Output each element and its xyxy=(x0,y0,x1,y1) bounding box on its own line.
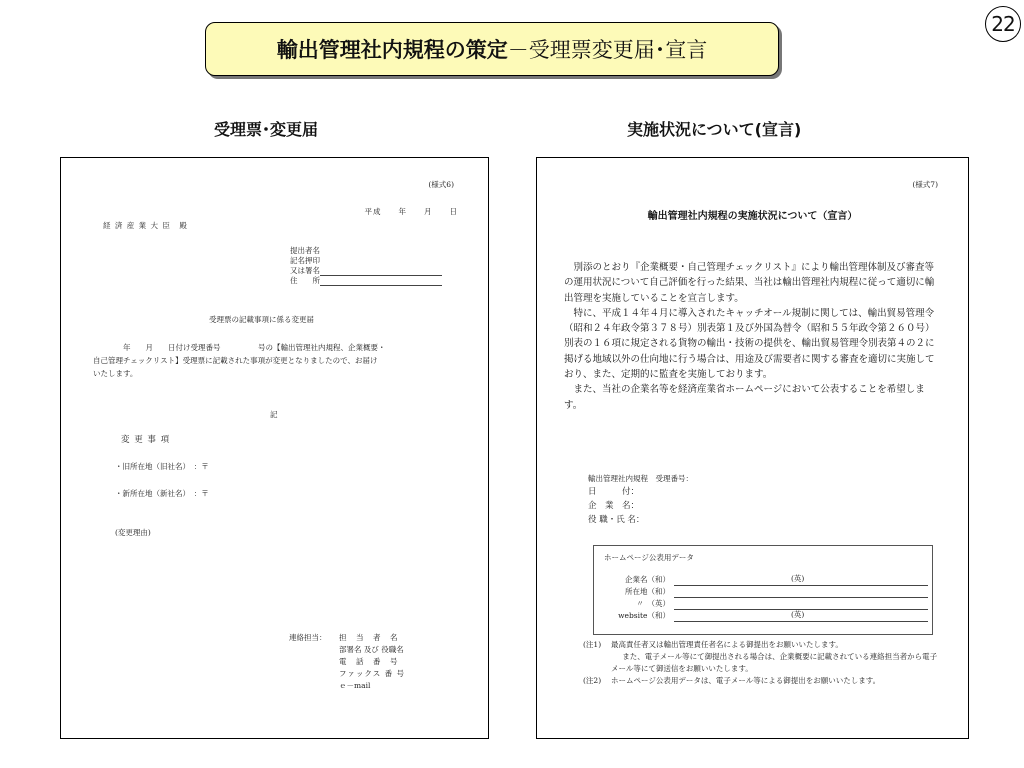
form6-changes-heading: 変 更 事 項 xyxy=(121,435,171,445)
form7-receipt-number: 輸出管理社内規程 受理番号： xyxy=(588,474,693,483)
note-2 xyxy=(583,675,943,687)
hp-row-label: website（和） xyxy=(618,611,670,620)
form6-body-line: 年 月 日付け受理番号 号の【輸出管理社内規程、企業概要・ xyxy=(123,343,386,352)
hp-row-label: 企業名（和） xyxy=(625,575,670,584)
contact-email-label: ｅ－mail xyxy=(339,681,371,690)
signature-line xyxy=(320,266,442,276)
contact-department-label: 部署名 及び 役職名 xyxy=(339,645,404,654)
hp-row-address-en xyxy=(618,598,928,610)
form7-notes xyxy=(583,639,943,687)
form7-paragraph-2: 特に、平成１４年４月に導入されたキャッチオール規制に関しては、輸出貿易管理令（昭和２４年政令第３７８号）別表第１及び外国為替令（昭和５５年政令第２６０号）別表の１６項に規定される貨物の輸出・技術の提供を、輸出貿易管理令別表第４の２に掲げる地域以外の仕向地に行う場合は、用途及び需要者に関する審査を適切に実施しており、また、定期的に監査を実施しております。 xyxy=(564,307,935,381)
note-1-continuation: また、電子メール等にて御提出される場合は、企業概要に記載されている連絡担当者から電子メール等にて御送信をお願いいたします。 xyxy=(611,652,938,673)
homepage-data-rows xyxy=(618,574,928,622)
form7-document xyxy=(536,157,969,739)
form6-style-label: (様式6) xyxy=(428,180,454,189)
form6-body-line: 自己管理チェックリスト】受理票に記載された事項が変更となりましたので、お届け xyxy=(93,356,378,365)
right-column-title: 実施状況について(宣言) xyxy=(627,120,802,139)
form7-date-field: 日 付： xyxy=(588,487,640,497)
homepage-data-box xyxy=(593,545,933,635)
form7-title: 輸出管理社内規程の実施状況について（宣言） xyxy=(647,211,858,222)
form6-body xyxy=(93,341,386,380)
form7-company-field: 企 業 名： xyxy=(588,501,640,511)
hp-row-label: 所在地（和） xyxy=(625,587,670,596)
form6-subject: 受理票の記載事項に係る変更届 xyxy=(209,315,314,324)
hp-row-en-label: (英) xyxy=(791,610,805,619)
form6-addressee: 経 済 産 業 大 臣 殿 xyxy=(103,221,188,230)
homepage-data-title: ホームページ公表用データ xyxy=(604,553,694,562)
form6-contact-label: 連絡担当： xyxy=(289,633,327,642)
submitter-signature-row xyxy=(290,266,442,276)
form7-title-name-field: 役 職・氏 名： xyxy=(588,515,645,525)
hp-row-line xyxy=(674,587,928,598)
note-2-text: ホームページ公表用データは、電子メール等による御提出をお願いいたします。 xyxy=(611,676,881,685)
submitter-address-row xyxy=(290,276,442,286)
form6-document xyxy=(60,157,489,739)
left-column-title: 受理票･変更届 xyxy=(214,120,319,139)
hp-row-line xyxy=(674,611,928,622)
form6-submitter-block xyxy=(290,246,442,286)
submitter-seal-label: 記名押印 xyxy=(290,256,320,265)
hp-row-en-label: (英) xyxy=(791,574,805,583)
note-1 xyxy=(583,639,943,651)
hp-row-address-ja xyxy=(618,586,928,598)
form6-new-address: ・新所在地（新社名） ：〒 xyxy=(115,489,209,498)
address-line xyxy=(320,276,442,286)
submitter-address-label: 住 所 xyxy=(290,276,320,285)
submitter-signature-label: 又は署名 xyxy=(290,266,320,275)
form6-ki: 記 xyxy=(270,410,278,419)
form7-paragraph-1: 別添のとおり『企業概要・自己管理チェックリスト』により輸出管理体制及び審査等の運用状況について自己評価を行った結果、当社は輸出管理社内規程に従って適切に輸出管理を実施していることを宣言します。 xyxy=(564,262,935,304)
page-title-bold: 輸出管理社内規程の策定 xyxy=(276,38,508,62)
form6-body-line: いたします。 xyxy=(93,369,138,378)
form6-date-line: 平成 年 月 日 xyxy=(364,207,458,216)
form7-style-label: (様式7) xyxy=(912,180,938,189)
page-number: 22 xyxy=(985,6,1021,42)
form6-reason: (変更理由) xyxy=(115,528,151,537)
note-1-label: (注1) xyxy=(583,640,602,649)
submitter-name-label: 提出者名 xyxy=(290,246,320,255)
contact-person-label: 担 当 者 名 xyxy=(339,633,399,642)
hp-row-line xyxy=(674,575,928,586)
hp-row-company xyxy=(618,574,928,586)
page-title-banner xyxy=(205,22,779,76)
form7-declaration-text xyxy=(564,260,942,413)
hp-row-label: 〃 （英） xyxy=(636,599,670,608)
page-title-sub: －受理票変更届･宣言 xyxy=(507,38,708,62)
form6-contact-block xyxy=(339,632,405,692)
contact-fax-label: ファックス 番 号 xyxy=(339,669,406,678)
form7-paragraph-3: また、当社の企業名等を経済産業省ホームページにおいて公表することを希望します。 xyxy=(564,384,925,411)
note-2-label: (注2) xyxy=(583,676,602,685)
contact-phone-label: 電 話 番 号 xyxy=(339,657,399,666)
hp-row-website xyxy=(618,610,928,622)
note-1-text: 最高責任者又は輸出管理責任者名による御提出をお願いいたします。 xyxy=(611,640,843,649)
form6-old-address: ・旧所在地（旧社名） ：〒 xyxy=(115,462,209,471)
